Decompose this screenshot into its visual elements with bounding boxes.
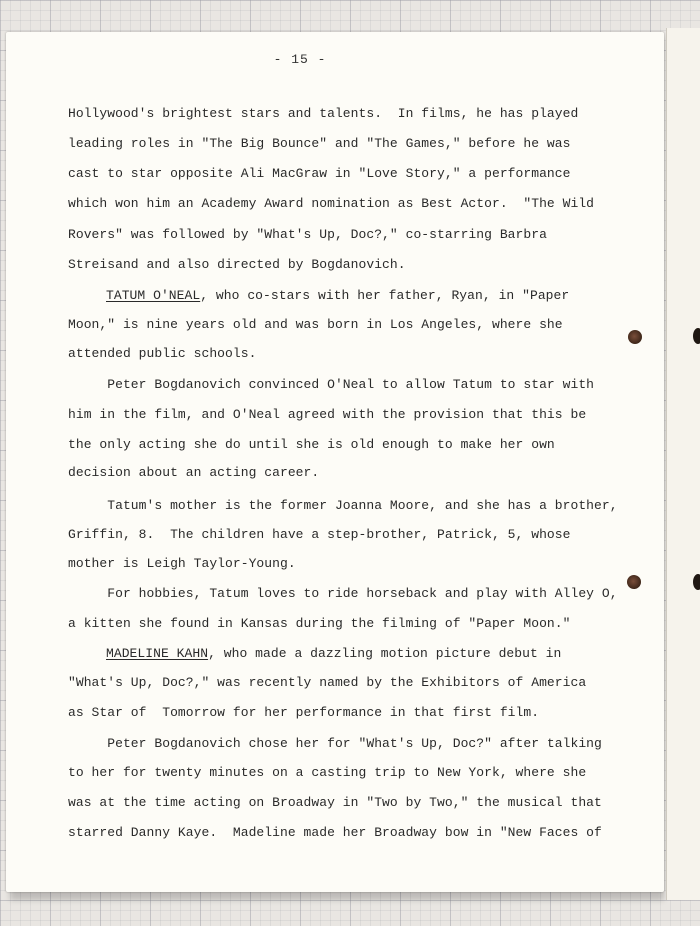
text-line: Peter Bogdanovich chose her for "What's Up, Doc?" after talking xyxy=(68,736,602,751)
text-line: Griffin, 8. The children have a step-brother, Patrick, 5, whose xyxy=(68,527,571,542)
text-line: the only acting she do until she is old enough to make her own xyxy=(68,437,555,452)
text-line: him in the film, and O'Neal agreed with the provision that this be xyxy=(68,407,587,422)
text-line: "What's Up, Doc?," was recently named by the Exhibitors of America xyxy=(68,675,587,690)
text-segment: , who made a dazzling motion picture debut in xyxy=(208,646,562,661)
text-line: Hollywood's brightest stars and talents. In films, he has played xyxy=(68,106,579,121)
page-number: - 15 - xyxy=(273,52,327,67)
punch-hole xyxy=(693,328,700,344)
text-line: Tatum's mother is the former Joanna Moore, and she has a brother, xyxy=(68,498,618,513)
name-heading-madeline: MADELINE KAHN xyxy=(106,646,209,661)
text-line: Rovers" was followed by "What's Up, Doc?," co-starring Barbra xyxy=(68,227,547,242)
text-line: cast to star opposite Ali MacGraw in "Love Story," a performance xyxy=(68,166,571,181)
text-line: decision about an acting career. xyxy=(68,465,320,480)
name-heading-tatum: TATUM O'NEAL xyxy=(106,288,201,303)
paragraph-line-tatum xyxy=(106,288,569,303)
text-segment: , who co-stars with her father, Ryan, in "Paper xyxy=(200,288,570,303)
punch-hole xyxy=(693,574,700,590)
text-line: Streisand and also directed by Bogdanovich. xyxy=(68,257,406,272)
paragraph-line-madeline xyxy=(106,646,561,661)
punch-hole xyxy=(628,330,642,344)
document-page xyxy=(6,32,664,892)
text-line: Peter Bogdanovich convinced O'Neal to allow Tatum to star with xyxy=(68,377,595,392)
text-line: which won him an Academy Award nomination as Best Actor. "The Wild xyxy=(68,196,595,211)
text-line: starred Danny Kaye. Madeline made her Broadway bow in "New Faces of xyxy=(68,825,602,840)
text-line: to her for twenty minutes on a casting trip to New York, where she xyxy=(68,765,587,780)
text-line: a kitten she found in Kansas during the filming of "Paper Moon." xyxy=(68,616,571,631)
text-line: attended public schools. xyxy=(68,346,257,361)
text-line: mother is Leigh Taylor-Young. xyxy=(68,556,296,571)
punch-hole xyxy=(627,575,641,589)
text-line: leading roles in "The Big Bounce" and "The Games," before he was xyxy=(68,136,571,151)
text-line: Moon," is nine years old and was born in Los Angeles, where she xyxy=(68,317,563,332)
text-line: as Star of Tomorrow for her performance in that first film. xyxy=(68,705,540,720)
next-page-edge xyxy=(666,28,700,900)
text-line: was at the time acting on Broadway in "Two by Two," the musical that xyxy=(68,795,602,810)
text-line: For hobbies, Tatum loves to ride horseback and play with Alley O, xyxy=(68,586,618,601)
